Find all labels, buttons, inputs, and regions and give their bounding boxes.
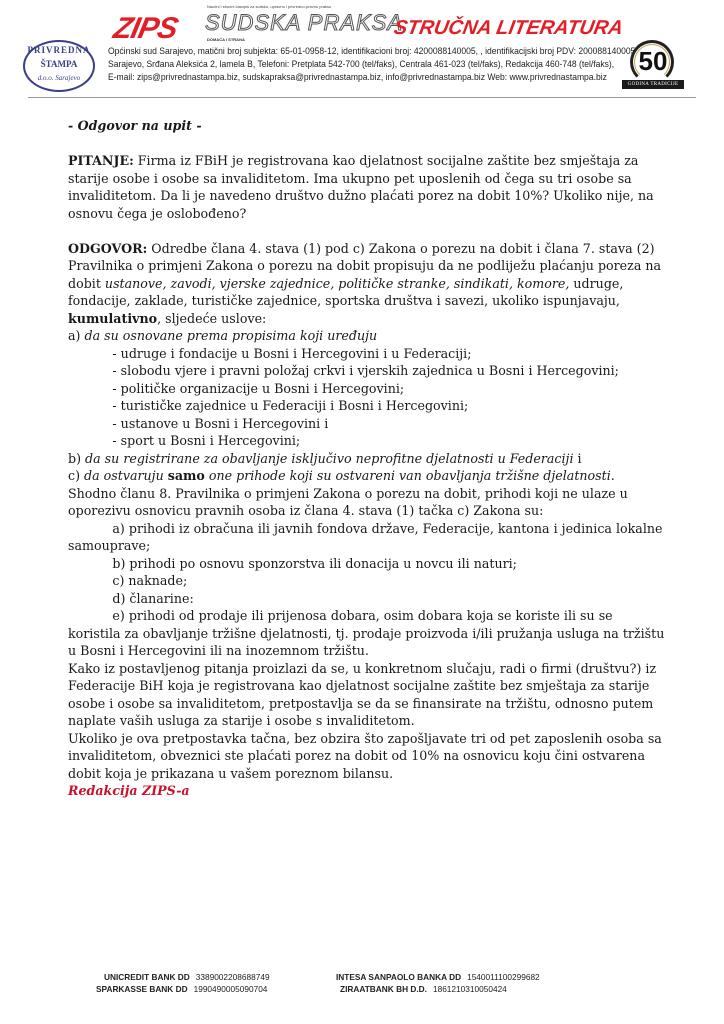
conclusion-paragraph-1: Kako iz postavljenog pitanja proizlazi da se, u konkretnom slučaju, radi o firmi (društvu?) iz Federacije BiH koja je registrovana kao djelatnost socijalne zaštite bez smještaja za starije osobe i osobe sa invaliditetom, pretpostavlja se da se finansirate na tržištu, odnosno putem naplate vaših usluga za starije i osobe s invaliditetom. (68, 661, 657, 729)
income-item: b) prihodi po osnovu sponzorstva ili donacija u novcu ili naturi; (112, 556, 517, 572)
question-text: Firma iz FBiH je registrovana kao djelatnost socijalne zaštite bez smještaja za starije osobe i osobe sa invaliditetom. Ima ukupno pet uposlenih od čega su tri osobe sa invaliditetom. Da li je navedeno društvo dužno plaćati porez na dobit 10%? Ukoliko nije, na osnovu čega je oslobođeno? (68, 154, 654, 222)
income-item: e) prihodi od prodaje ili prijenosa dobara, osim dobara koja se koriste ili su se koristila za obavljanje tržišne djelatnosti, tj. prodaje proizvoda i/ili pružanja usluga na tržištu u Bosni i Hercegovini ili na inozemnom tržištu. (68, 609, 665, 659)
income-item: a) prihodi iz obračuna ili javnih fondova države, Federacije, kantona i jedinica lokalne samouprave; (68, 521, 663, 554)
condition-c-prefix: c) (68, 469, 85, 484)
editorial-signature: Redakcija ZIPS-a (68, 784, 190, 799)
badge-number: 50 (638, 46, 668, 76)
letterhead (0, 0, 724, 100)
sudska-praksa-logo: SUDSKA PRAKSA (205, 10, 404, 35)
answer-intro-text-3: , sljedeće uslove: (157, 311, 267, 327)
condition-a-item: - slobodu vjere i pravni položaj crkvi i vjerskih zajednica u Bosni i Hercegovini; (112, 364, 619, 379)
bank-name: ZIRAATBANK BH D.D. (340, 983, 427, 994)
bank-account-number: 1540011100299682 (467, 972, 540, 982)
bank-account (340, 984, 507, 996)
seal-line-2: ŠTAMPA (40, 59, 78, 69)
seal-line-1: PRIVREDNA (27, 45, 91, 55)
condition-b-suffix: i (573, 451, 582, 467)
condition-b (68, 451, 666, 469)
condition-c-text-1: da ostvaruju (84, 469, 168, 484)
condition-b-prefix: b) (68, 451, 86, 467)
answer-intro-paragraph (68, 241, 666, 329)
condition-a-item: - udruge i fondacije u Bosni i Hercegovini i u Federaciji; (112, 346, 472, 362)
sudska-praksa-subtitle: DOMAĆA I STRANA (207, 37, 245, 42)
condition-a (68, 328, 666, 346)
document-body (68, 118, 666, 801)
bank-name: INTESA SANPAOLO BANKA DD (336, 972, 462, 982)
condition-a-prefix: a) (68, 329, 85, 344)
conclusion-paragraph-2: Ukoliko je ova pretpostavka tačna, bez obzira što zapošljavate tri od pet zaposlenih osoba sa invaliditetom, obveznici ste plaćati porez na dobit od 10% na osnovicu koju čini ostvarena dobit koja je prikazana u vašem poreznom bilansu. (68, 731, 662, 782)
contact-line-address-phones: Sarajevo, Srđana Aleksića 2, lamela B, Telefoni: Pretplata 542-700 (tel/faks), Centrala 461-023 (tel/faks), Redakcija 460-748 (tel/faks), (108, 59, 615, 70)
bank-name: UNICREDIT BANK DD (104, 972, 190, 982)
condition-b-text: da su registrirane za obavljanje isključivo neprofitne djelatnosti u Federaciji (85, 451, 574, 467)
bank-account (96, 984, 267, 996)
answer-intro-bold: kumulativno (68, 311, 158, 327)
answer-intro-text-1: Odredbe člana 4. stava (1) pod c) Zakona o porezu na dobit i člana 7. stava (2) Pravilnika o primjeni Zakona o porezu na dobit propisuju da ne podliježu plaćanju poreza na dobit (68, 241, 662, 292)
income-item: c) naknade; (112, 574, 188, 589)
badge-ribbon: GODINA TRADICIJE (622, 80, 684, 89)
bank-account (104, 972, 270, 984)
condition-c-text-2: one prihode koji su ostvareni van obavljanja tržišne djelatnosti. (204, 469, 615, 484)
seal-line-3: d.o.o. Sarajevo (37, 74, 81, 82)
question-paragraph (68, 153, 666, 223)
answer-intro-text-2: udruge, fondacije, zaklade, turističke zajednice, sportska društva i savezi, ukoliko ispunjavaju, (68, 276, 624, 309)
answer-intro-italic: ustanove, zavodi, vjerske zajednice, političke stranke, sindikati, komore, (104, 276, 570, 292)
zips-logo: ZIPS (110, 12, 181, 45)
document-lead: - Odgovor na upit - (68, 119, 202, 134)
privredna-stampa-seal-logo (23, 40, 95, 92)
question-label: PITANJE: (68, 154, 134, 169)
condition-a-item: - sport u Bosni i Hercegovini; (112, 434, 301, 449)
strucna-literatura-logo: STRUČNA LITERATURA (392, 17, 625, 39)
contact-line-registration: Općinski sud Sarajevo, matični broj subjekta: 65-01-0958-12, identifikacioni broj: 4200088140005, , identifikacijski broj PDV: 200088140005 (108, 46, 636, 56)
fifty-years-badge (622, 40, 684, 92)
condition-a-item: - ustanove u Bosni i Hercegovini i (112, 416, 329, 432)
condition-a-item: - turističke zajednice u Federaciji i Bosni i Hercegovini; (112, 399, 469, 414)
article-8-paragraph: Shodno članu 8. Pravilnika o primjeni Zakona o porezu na dobit, prihodi koji ne ulaze u oporezivu osnovicu pravnih osoba iz člana 4. stava (1) tačka c) Zakona su: (68, 486, 628, 519)
bank-account-number: 3389002208688749 (195, 972, 270, 982)
contact-info (108, 45, 635, 85)
header-divider (28, 97, 696, 98)
condition-a-item: - političke organizacije u Bosni i Hercegovini; (112, 381, 405, 397)
answer-label: ODGOVOR: (68, 241, 148, 257)
income-item: d) članarine: (112, 591, 194, 607)
bank-name: SPARKASSE BANK DD (96, 983, 188, 994)
condition-c (68, 468, 666, 486)
bank-account-number: 1990490005090704 (193, 983, 268, 994)
bank-account-number: 1861210310050424 (432, 983, 507, 994)
condition-a-text: da su osnovane prema propisima koji uređuju (84, 329, 378, 344)
bank-account (336, 972, 540, 984)
contact-line-email-web: E-mail: zips@privrednastampa.biz, sudskapraksa@privrednastampa.biz, info@privrednastampa.biz Web: www.privrednastampa.biz (108, 72, 607, 83)
condition-c-bold: samo (167, 469, 205, 484)
sudska-praksa-tagline: Naučni i stručni časopis za sudsku, upravnu i privredno-pravnu praksu (207, 4, 332, 9)
